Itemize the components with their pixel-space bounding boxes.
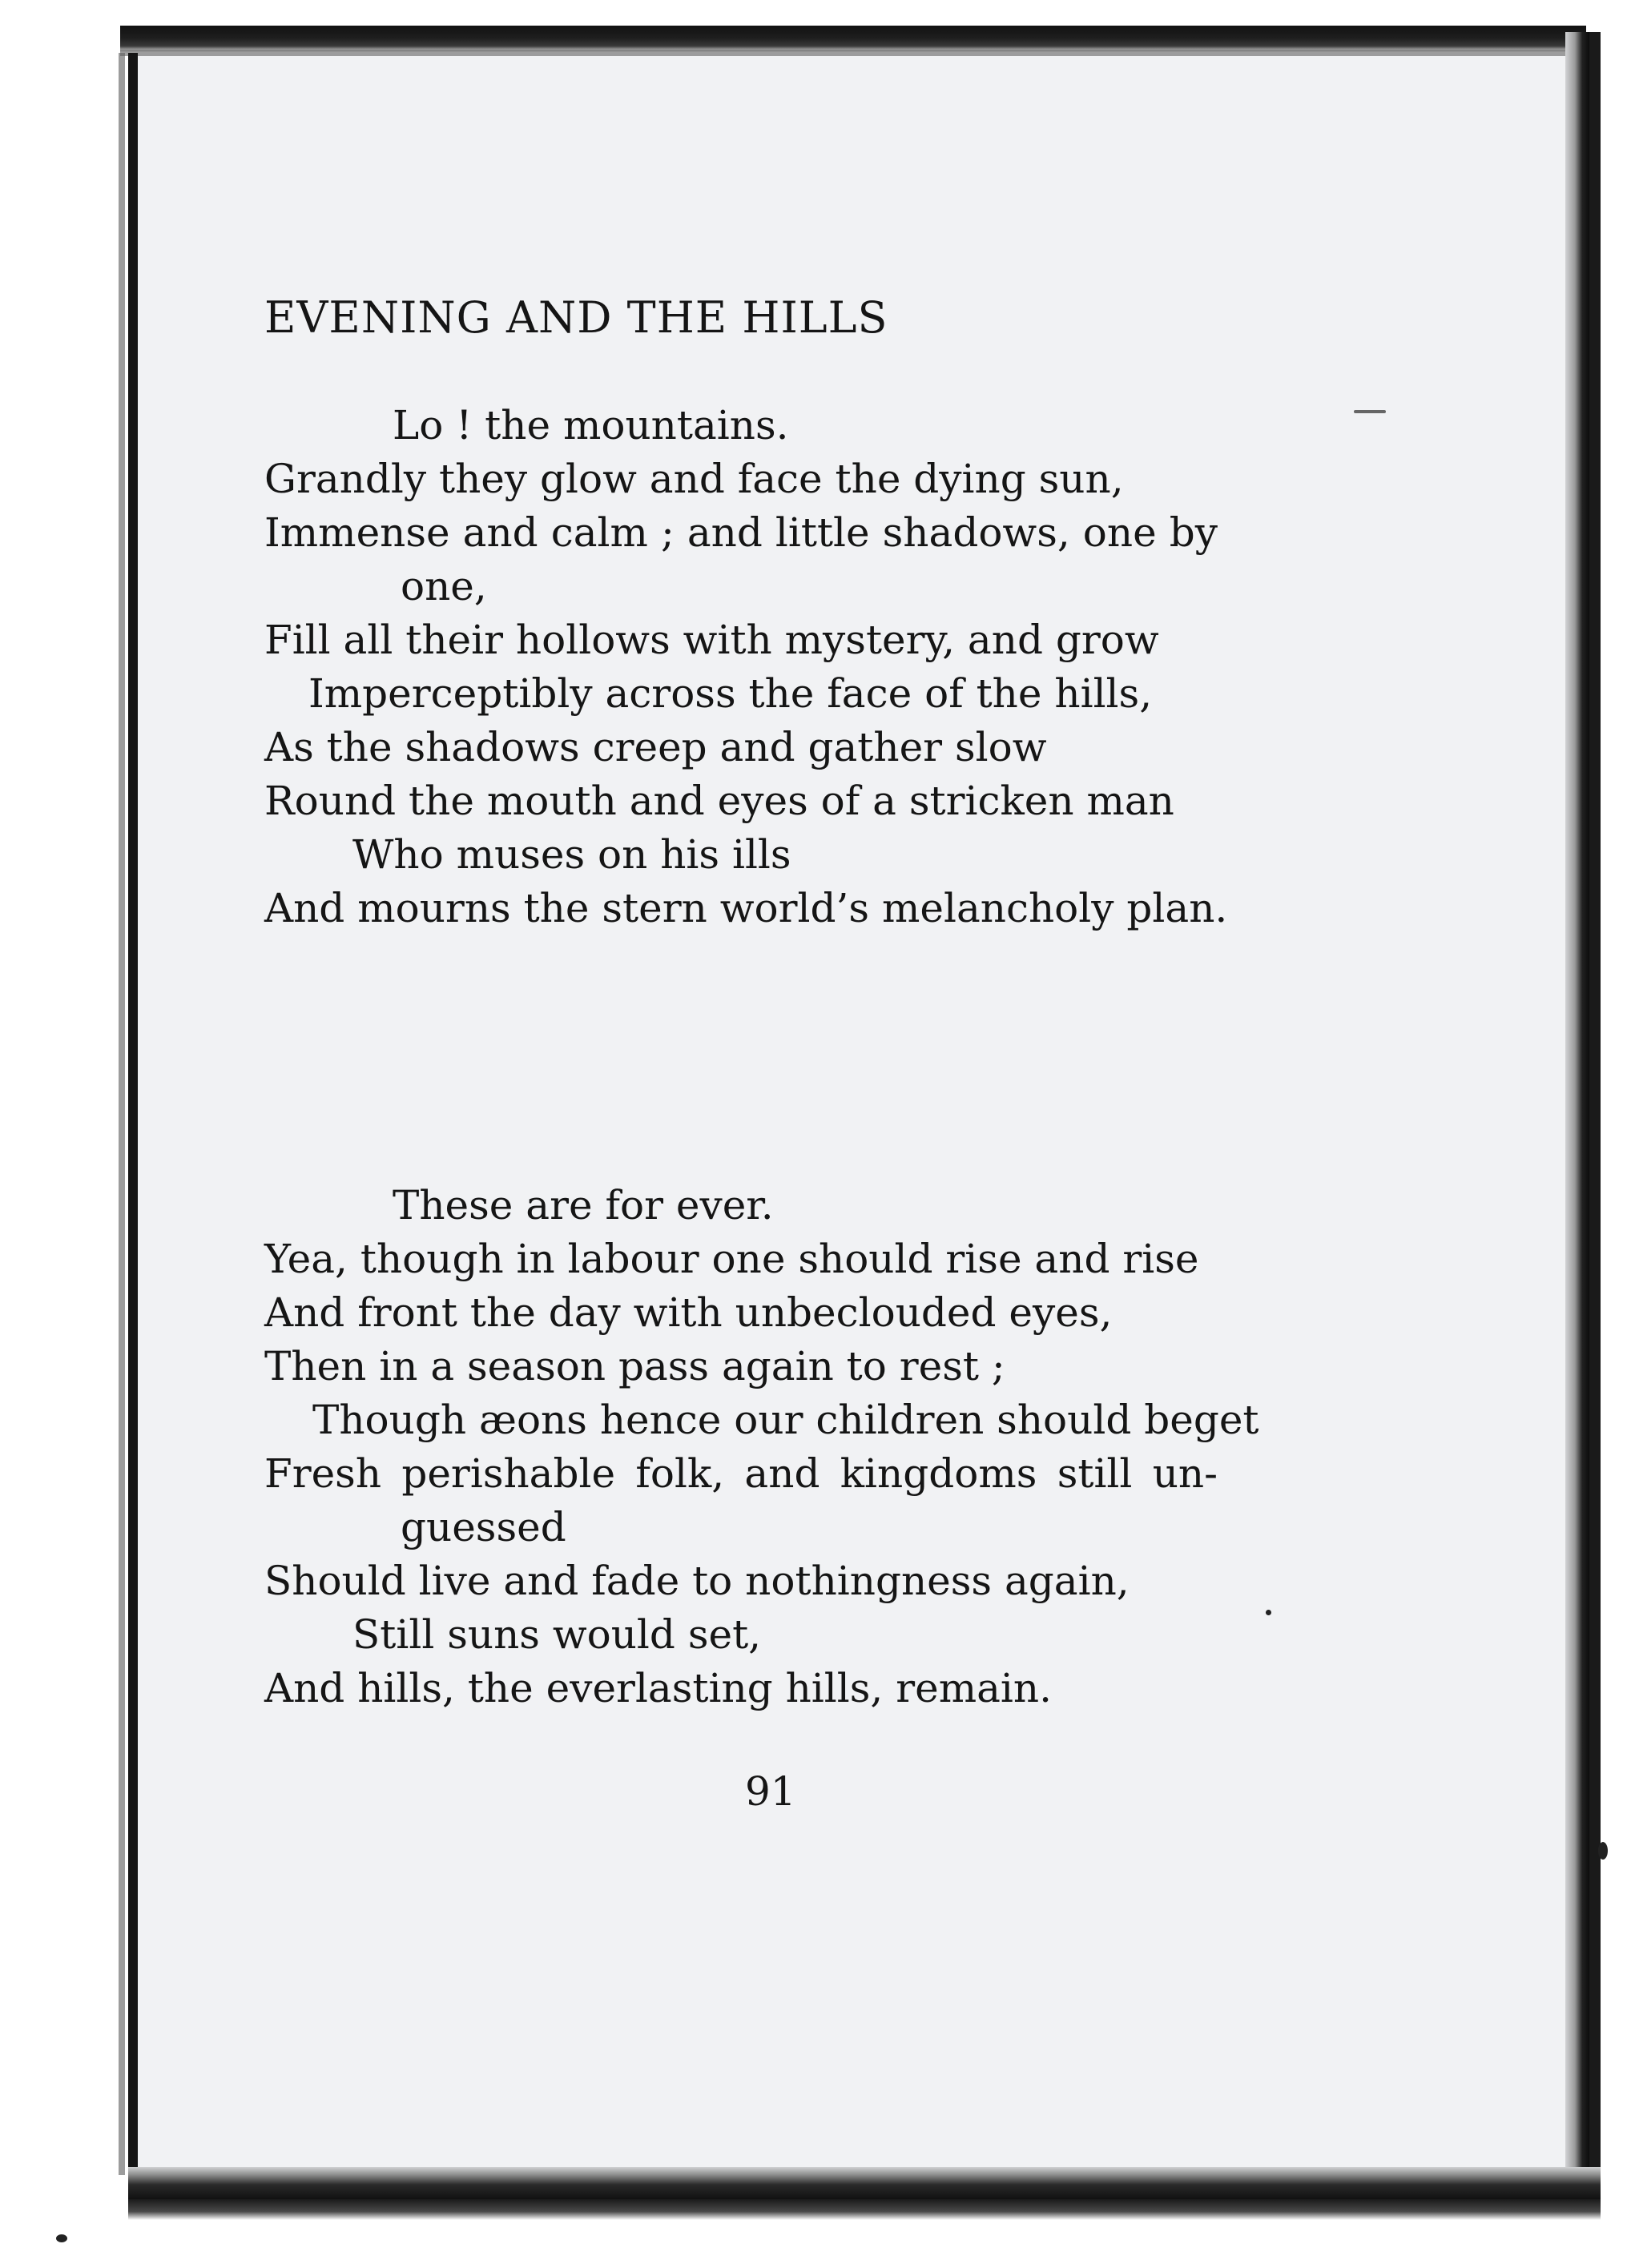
page-number: 91: [745, 1768, 796, 1815]
poem-line: Though æons hence our children should beget: [312, 1397, 1259, 1443]
poem-line: Then in a season pass again to rest ;: [264, 1343, 1005, 1389]
stanza-two: [264, 1179, 1259, 1715]
poem-line: Round the mouth and eyes of a stricken man: [264, 778, 1174, 824]
poem-line: And front the day with unbeclouded eyes,: [264, 1289, 1113, 1336]
poem-title: EVENING AND THE HILLS: [264, 292, 888, 343]
poem-line: Grandly they glow and face the dying sun,: [264, 456, 1124, 502]
poem-line: Imperceptibly across the face of the hills,: [308, 670, 1153, 717]
poem-line: And mourns the stern world’s melancholy plan.: [264, 885, 1228, 931]
poem-line: one,: [401, 563, 487, 609]
poem-line: As the shadows creep and gather slow: [264, 724, 1047, 770]
stanza-one: [264, 399, 1226, 935]
poem-line: Fill all their hollows with mystery, and grow: [264, 617, 1159, 663]
poem-line: Lo ! the mountains.: [393, 402, 789, 448]
poem-line: Immense and calm ; and little shadows, one by: [264, 509, 1218, 556]
poem-line: These are for ever.: [393, 1182, 774, 1228]
poem-line: Who muses on his ills: [352, 831, 791, 878]
poem-line: Still suns would set,: [352, 1611, 762, 1658]
poem-line: Should live and fade to nothingness again,: [264, 1558, 1130, 1604]
poem-line: guessed: [401, 1504, 566, 1550]
poem-line: And hills, the everlasting hills, remain.: [264, 1665, 1053, 1711]
poem-line: Yea, though in labour one should rise and rise: [264, 1236, 1199, 1282]
poem-line: Fresh perishable folk, and kingdoms still un-: [264, 1450, 1218, 1497]
